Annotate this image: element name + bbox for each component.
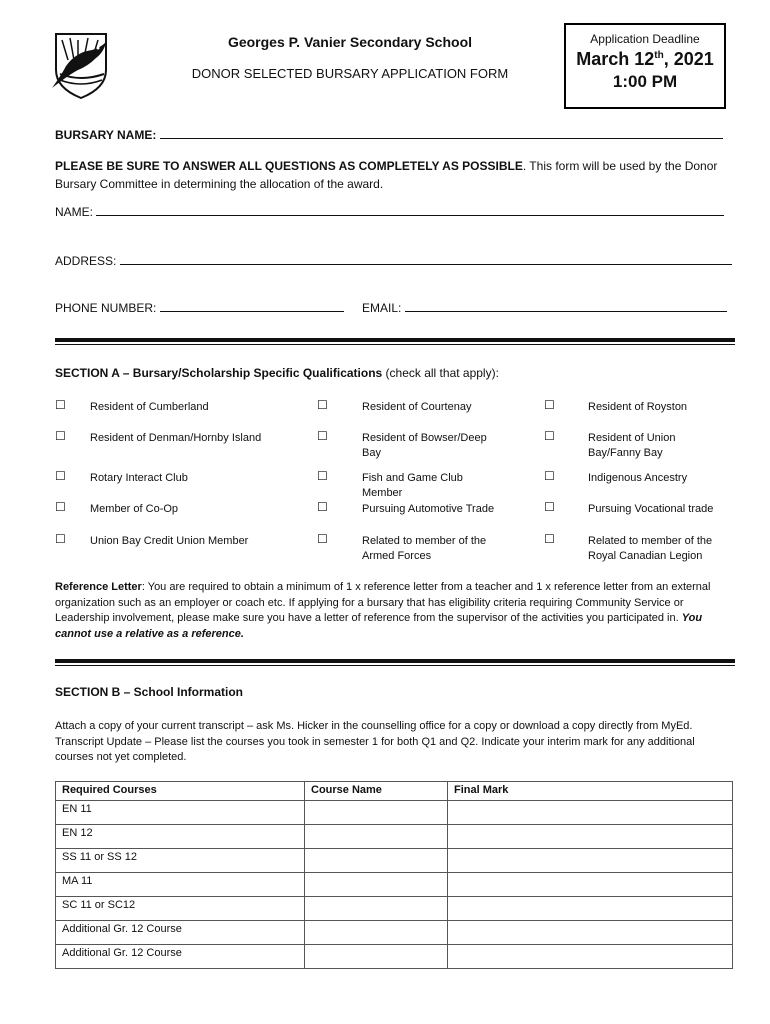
section-a-title-bold: SECTION A – Bursary/Scholarship Specific Qualifications [55,366,383,380]
courses-table [55,781,733,969]
reference-text: : You are required to obtain a minimum of 1 x reference letter from a teacher and 1 x reference letter from an external organization such as an employer or coach etc. If applying for a bursary that has eligibility criteria requiring Community Service or Leadership involvement, please make sure you have a letter of reference from the supervisor of the activities you participated in. [55,581,711,624]
form-title: DONOR SELECTED BURSARY APPLICATION FORM [191,66,509,81]
qualification-checkbox[interactable]: ☐ [544,500,555,514]
deadline-date-year: , 2021 [663,49,714,69]
section-a-title-rest: (check all that apply): [382,366,499,380]
address-label: ADDRESS: [55,254,117,268]
col-final-mark: Final Mark [448,782,733,801]
deadline-date-sup: th [654,50,664,61]
school-name: Georges P. Vanier Secondary School [227,34,473,50]
qualification-checkbox[interactable]: ☐ [55,469,66,483]
deadline-date-main: March 12 [576,49,655,69]
course-name-cell[interactable] [305,945,448,969]
qualification-label: Member of Co-Op [90,503,179,515]
final-mark-cell[interactable] [448,825,733,849]
required-course-cell: Additional Gr. 12 Course [56,945,305,969]
col-required-courses: Required Courses [56,782,305,801]
course-row [56,945,733,969]
qualification-checkbox[interactable]: ☐ [317,398,328,412]
email-label: EMAIL: [362,301,402,315]
deadline-time: 1:00 PM [612,72,678,91]
qualification-checkbox[interactable]: ☐ [544,532,555,546]
phone-label: PHONE NUMBER: [55,301,157,315]
qualification-checkbox[interactable]: ☐ [317,532,328,546]
reference-emphasis: You cannot use a relative as a reference. [55,612,703,640]
required-course-cell: EN 11 [56,801,305,825]
courses-header-row [56,782,733,801]
course-row [56,897,733,921]
qualification-checkbox[interactable]: ☐ [544,429,555,443]
qualification-label: Pursuing Vocational trade [588,503,714,515]
course-name-cell[interactable] [305,921,448,945]
qualification-label: Union Bay Credit Union Member [90,535,249,547]
final-mark-cell[interactable] [448,945,733,969]
course-name-cell[interactable] [305,873,448,897]
course-name-cell[interactable] [305,825,448,849]
final-mark-cell[interactable] [448,873,733,897]
final-mark-cell[interactable] [448,801,733,825]
instructions-bold: PLEASE BE SURE TO ANSWER ALL QUESTIONS AS COMPLETELY AS POSSIBLE [55,159,523,173]
qualification-label: Indigenous Ancestry [588,472,688,484]
final-mark-cell[interactable] [448,921,733,945]
reference-bold: Reference Letter [55,581,142,593]
qualification-checkbox[interactable]: ☐ [55,532,66,546]
required-course-cell: SC 11 or SC12 [56,897,305,921]
qualification-label: Resident of Courtenay [362,401,472,413]
final-mark-cell[interactable] [448,849,733,873]
required-course-cell: Additional Gr. 12 Course [56,921,305,945]
qualification-checkbox[interactable]: ☐ [55,398,66,412]
course-row [56,849,733,873]
qualification-label: Resident of Denman/Hornby Island [90,432,262,444]
course-name-cell[interactable] [305,897,448,921]
section-b-title: SECTION B – School Information [55,685,244,699]
instructions-rest: . This form will be used by the Donor Bursary Committee in determining the allocation of the award. [55,159,718,191]
reference-letter-note [55,580,725,642]
required-course-cell: SS 11 or SS 12 [56,849,305,873]
qualification-label: Resident of Royston [588,401,688,413]
qualification-label: Resident of Union Bay/Fanny Bay [588,432,676,459]
course-row [56,825,733,849]
section-divider-b-thin [55,665,735,666]
deadline-label: Application Deadline [590,32,700,46]
bursary-name-label: BURSARY NAME: [55,128,157,142]
qualification-label: Fish and Game Club Member [362,472,463,499]
qualification-label: Resident of Bowser/Deep Bay [362,432,487,459]
qualification-label: Rotary Interact Club [90,472,188,484]
col-course-name: Course Name [305,782,448,801]
qualification-checkbox[interactable]: ☐ [55,429,66,443]
course-name-cell[interactable] [305,849,448,873]
course-row [56,801,733,825]
final-mark-cell[interactable] [448,897,733,921]
qualification-checkbox[interactable]: ☐ [544,469,555,483]
qualification-checkbox[interactable]: ☐ [544,398,555,412]
qualification-label: Resident of Cumberland [90,401,209,413]
qualification-label: Related to member of the Royal Canadian Legion [588,535,713,562]
course-row [56,873,733,897]
required-course-cell: EN 12 [56,825,305,849]
name-label: NAME: [55,205,94,219]
qualification-checkbox[interactable]: ☐ [317,429,328,443]
section-divider-b [55,659,735,663]
required-course-cell: MA 11 [56,873,305,897]
qualification-label: Related to member of the Armed Forces [362,535,487,562]
qualification-checkbox[interactable]: ☐ [317,469,328,483]
qualification-checkbox[interactable]: ☐ [55,500,66,514]
course-row [56,921,733,945]
course-name-cell[interactable] [305,801,448,825]
qualification-label: Pursuing Automotive Trade [362,503,495,515]
qualification-checkbox[interactable]: ☐ [317,500,328,514]
section-b-text: Attach a copy of your current transcript – ask Ms. Hicker in the counselling office for a copy or download a copy directly from MyEd. Transcript Update – Please list the courses you took in semester 1 for both Q1 and Q2. Indicate your interim mark for any additional courses not yet completed. [55,720,695,763]
